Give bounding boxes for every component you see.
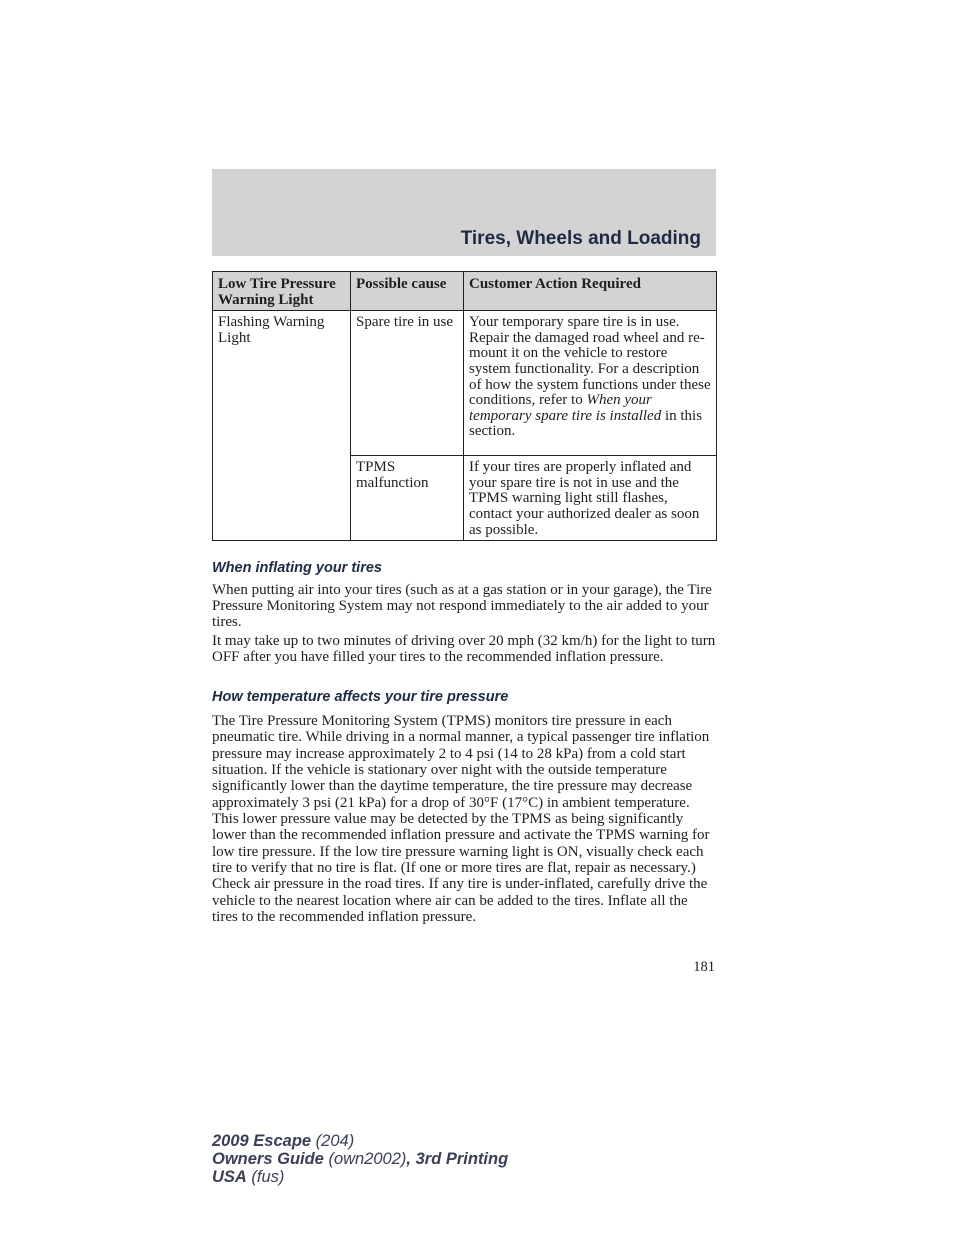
column-header-warning-light: Low Tire Pressure Warning Light — [213, 272, 351, 311]
section-header-band — [212, 169, 716, 256]
paragraph-inflating-2: It may take up to two minutes of driving over 20 mph (32 km/h) for the light to turn OFF after you have filled your tires to the recommended inflation pressure. — [212, 633, 716, 665]
action-suffix: in this section. — [469, 407, 703, 440]
action-text: Your temporary spare tire is in use. Repair the damaged road wheel and re-mount it on the vehicle to restore system functionality. For a description of how the system functions under these conditions, refer to — [469, 314, 711, 409]
section-title: Tires, Wheels and Loading — [460, 228, 701, 249]
paragraph-temperature: The Tire Pressure Monitoring System (TPMS) monitors tire pressure in each pneumatic tire. While driving in a normal manner, a typical passenger tire inflation pressure may increase approximately 2 to 4 psi (14 to 28 kPa) from a cold start situation. If the vehicle is stationary over night with the outside temperature significantly lower than the daytime temperature, the tire pressure may decrease approximately 3 psi (21 kPa) for a drop of 30°F (17°C) in ambient temperature. This lower pressure value may be detected by the TPMS as being significantly lower than the recommended inflation pressure and activate the TPMS warning for low tire pressure. If the low tire pressure warning light is ON, visually check each tire to verify that no tire is flat. (If one or more tires are flat, repair as necessary.) Check air pressure in the road tires. If any tire is under-inflated, carefully drive the vehicle to the nearest location where air can be added to the tires. Inflate all the tires to the recommended inflation pressure. — [212, 713, 710, 926]
column-header-possible-cause: Possible cause — [351, 272, 464, 311]
subheading-inflating: When inflating your tires — [212, 560, 382, 576]
tpms-warning-table — [212, 271, 717, 541]
cell-possible-cause: TPMS malfunction — [351, 456, 464, 541]
subheading-temperature: How temperature affects your tire pressure — [212, 689, 509, 705]
footer-guide-line: Owners Guide (own2002), 3rd Printing — [212, 1150, 509, 1168]
cell-customer-action: If your tires are properly inflated and your spare tire is not in use and the TPMS warning light still flashes, contact your authorized dealer as soon as possible. — [464, 456, 717, 541]
footer-region-line: USA (fus) — [212, 1168, 285, 1186]
cell-warning-light: Flashing Warning Light — [213, 311, 351, 541]
paragraph-inflating-1: When putting air into your tires (such as at a gas station or in your garage), the Tire Pressure Monitoring System may not respond immediately to the air added to your tires. — [212, 582, 712, 630]
cell-possible-cause: Spare tire in use — [351, 311, 464, 456]
cell-customer-action — [464, 311, 717, 456]
footer-model-line: 2009 Escape (204) — [212, 1132, 355, 1150]
action-reference: When your temporary spare tire is installed — [469, 392, 662, 424]
table-header-row — [213, 272, 717, 311]
page-number: 181 — [693, 959, 715, 975]
document-footer — [212, 1132, 508, 1186]
column-header-customer-action: Customer Action Required — [464, 272, 717, 311]
table-row — [213, 311, 717, 456]
